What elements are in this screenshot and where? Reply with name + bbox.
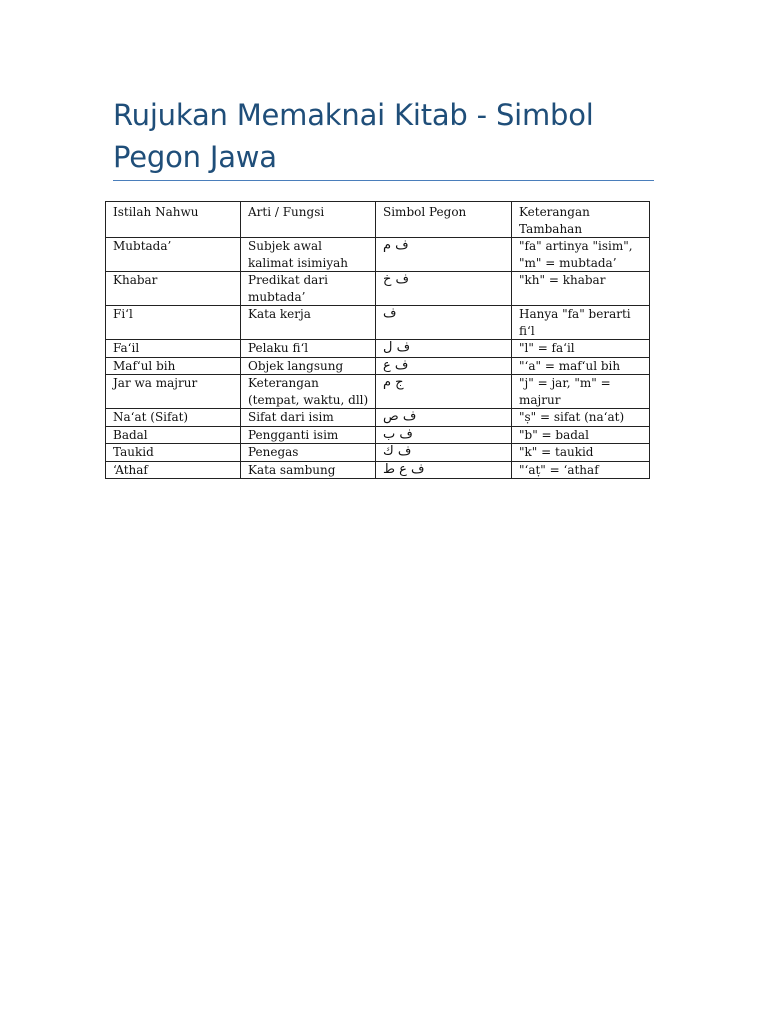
header-istilah-nahwu: Istilah Nahwu — [106, 202, 241, 238]
table-row — [106, 238, 650, 272]
table-row — [106, 444, 650, 462]
page-title: Rujukan Memaknai Kitab - Simbol Pegon Jawa — [113, 98, 594, 174]
cell-istilah: Khabar — [106, 272, 241, 306]
cell-istilah: Badal — [106, 426, 241, 444]
cell-simbol — [376, 357, 512, 375]
cell-keterangan: "ṣ" = sifat (na‘at) — [512, 409, 650, 427]
table-row — [106, 375, 650, 409]
header-keterangan-tambahan: Keterangan Tambahan — [512, 202, 650, 238]
pegon-symbol: ف ب — [383, 426, 413, 442]
cell-simbol — [376, 340, 512, 358]
pegon-symbol-table — [105, 201, 650, 479]
cell-arti: Pengganti isim — [241, 426, 376, 444]
pegon-symbol: ف ك — [383, 444, 412, 459]
cell-simbol — [376, 461, 512, 479]
table-header-row — [106, 202, 650, 238]
cell-arti: Sifat dari isim — [241, 409, 376, 427]
table-row — [106, 340, 650, 358]
cell-keterangan: "l" = fa‘il — [512, 340, 650, 358]
cell-simbol — [376, 238, 512, 272]
cell-simbol — [376, 444, 512, 462]
cell-arti: Keterangan (tempat, waktu, dll) — [241, 375, 376, 409]
header-arti-fungsi: Arti / Fungsi — [241, 202, 376, 238]
cell-istilah: Taukid — [106, 444, 241, 462]
cell-arti: Penegas — [241, 444, 376, 462]
cell-istilah: Na‘at (Sifat) — [106, 409, 241, 427]
cell-arti: Pelaku fi‘l — [241, 340, 376, 358]
cell-keterangan: Hanya "fa" berarti fi‘l — [512, 306, 650, 340]
cell-istilah: Fi‘l — [106, 306, 241, 340]
cell-istilah: Maf‘ul bih — [106, 357, 241, 375]
cell-arti: Objek langsung — [241, 357, 376, 375]
cell-istilah: ‘Athaf — [106, 461, 241, 479]
cell-istilah: Mubtada’ — [106, 238, 241, 272]
cell-simbol — [376, 375, 512, 409]
cell-arti: Subjek awal kalimat isimiyah — [241, 238, 376, 272]
cell-arti: Kata sambung — [241, 461, 376, 479]
cell-keterangan: "j" = jar, "m" = majrur — [512, 375, 650, 409]
pegon-symbol: ف خ — [383, 272, 409, 287]
table-row — [106, 409, 650, 427]
cell-simbol — [376, 306, 512, 340]
pegon-symbol: ف ص — [383, 409, 417, 424]
title-underline — [113, 180, 654, 181]
table-row — [106, 272, 650, 306]
cell-keterangan: "fa" artinya "isim", "m" = mubtada’ — [512, 238, 650, 272]
cell-simbol — [376, 272, 512, 306]
cell-keterangan: "kh" = khabar — [512, 272, 650, 306]
pegon-symbol: ف م — [383, 238, 409, 253]
cell-arti: Kata kerja — [241, 306, 376, 340]
table-row — [106, 461, 650, 479]
table-row — [106, 426, 650, 444]
cell-istilah: Jar wa majrur — [106, 375, 241, 409]
pegon-symbol: ف ل — [383, 340, 411, 355]
cell-keterangan: "‘a" = maf‘ul bih — [512, 357, 650, 375]
cell-arti: Predikat dari mubtada’ — [241, 272, 376, 306]
cell-keterangan: "k" = taukid — [512, 444, 650, 462]
cell-simbol — [376, 426, 512, 444]
table-row — [106, 357, 650, 375]
cell-simbol — [376, 409, 512, 427]
cell-keterangan: "‘aṭ" = ‘athaf — [512, 461, 650, 479]
pegon-symbol: ف ع — [383, 357, 409, 373]
pegon-symbol: ج م — [383, 375, 404, 390]
table-row — [106, 306, 650, 340]
pegon-symbol: ف — [383, 306, 397, 321]
cell-istilah: Fa‘il — [106, 340, 241, 358]
header-simbol-pegon: Simbol Pegon — [376, 202, 512, 238]
cell-keterangan: "b" = badal — [512, 426, 650, 444]
pegon-symbol: ف ع ط — [383, 461, 425, 477]
